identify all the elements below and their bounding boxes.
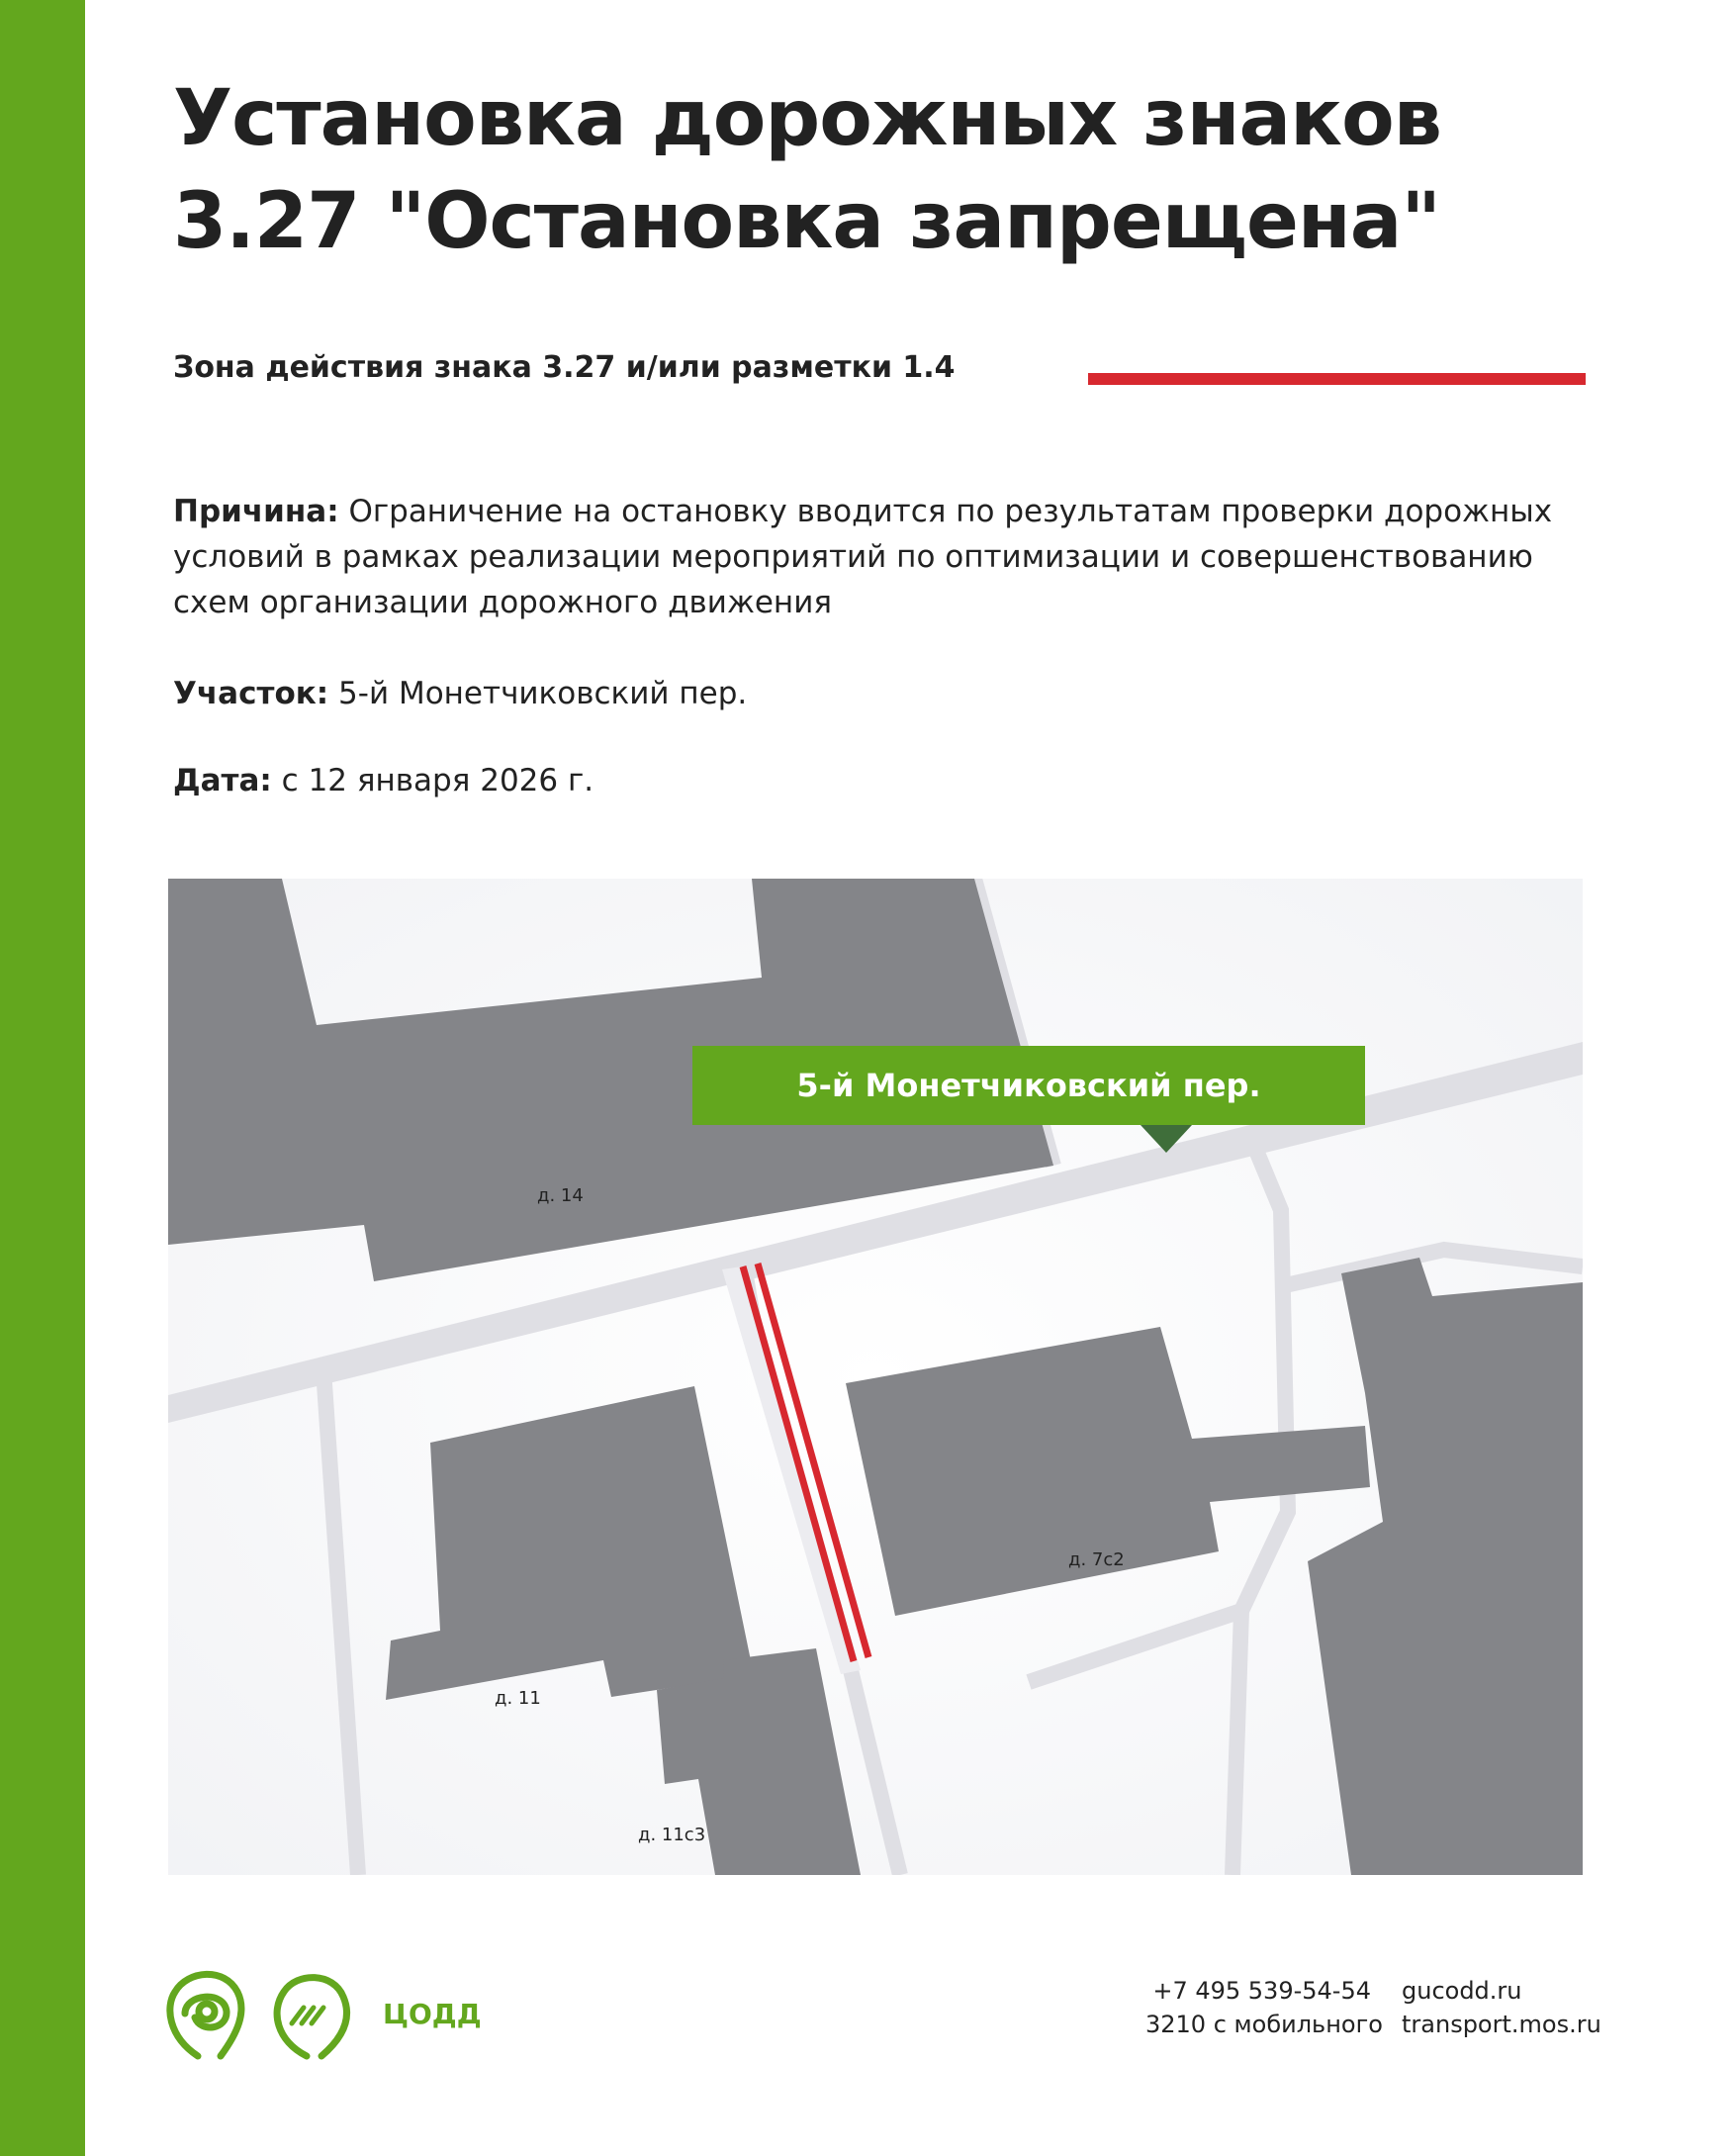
label-d11: д. 11 <box>495 1688 541 1709</box>
street-label-pointer <box>1141 1125 1192 1153</box>
date-label: Дата: <box>173 763 272 798</box>
codd-logo-ring <box>277 1978 347 2056</box>
contact-phone: +7 495 539-54-54 <box>1152 1977 1371 2005</box>
brand-side-bar <box>0 0 85 2156</box>
legend-text: Зона действия знака 3.27 и/или разметки 1.4 <box>173 350 956 385</box>
street-name-label: 5-й Монетчиковский пер. <box>692 1046 1365 1125</box>
street-map <box>168 879 1583 1875</box>
logo-inner-ring <box>199 2004 215 2019</box>
logo-outer-ring <box>170 1974 241 2056</box>
legend-red-line <box>1088 373 1586 385</box>
contacts-sites-block <box>1402 1974 1601 2041</box>
logos-canvas <box>163 1962 519 2061</box>
map-canvas <box>168 879 1583 1875</box>
label-d7c2: д. 7с2 <box>1068 1549 1125 1570</box>
contact-site-gucodd: gucodd.ru <box>1402 1977 1522 2005</box>
codd-logo-text: ЦОДД <box>383 1998 482 2030</box>
date-text: с 12 января 2026 г. <box>271 763 594 798</box>
section-paragraph <box>173 671 747 716</box>
label-d11c3: д. 11с3 <box>638 1825 706 1845</box>
title-line-1: Установка дорожных знаков <box>173 74 1442 163</box>
reason-label: Причина: <box>173 494 339 529</box>
contact-short-number: 3210 с мобильного <box>1145 2011 1383 2038</box>
reason-paragraph <box>173 489 1617 625</box>
footer-logos <box>163 1962 519 2061</box>
page-title <box>173 67 1441 273</box>
codd-logo <box>277 1978 482 2056</box>
contact-site-transport: transport.mos.ru <box>1402 2011 1601 2038</box>
label-d14: д. 14 <box>537 1185 584 1206</box>
codd-logo-stripes <box>292 2008 323 2023</box>
date-paragraph <box>173 758 594 803</box>
section-text: 5-й Монетчиковский пер. <box>328 676 748 711</box>
contacts-phone-block <box>1145 1974 1383 2041</box>
moscow-transport-logo <box>170 1974 241 2056</box>
section-label: Участок: <box>173 676 329 711</box>
title-line-2: 3.27 "Остановка запрещена" <box>173 177 1441 266</box>
reason-text: Ограничение на остановку вводится по результатам проверки дорожных условий в рамках реализации мероприятий по оптимизации и совершенствованию схем организации дорожного движения <box>173 494 1553 620</box>
